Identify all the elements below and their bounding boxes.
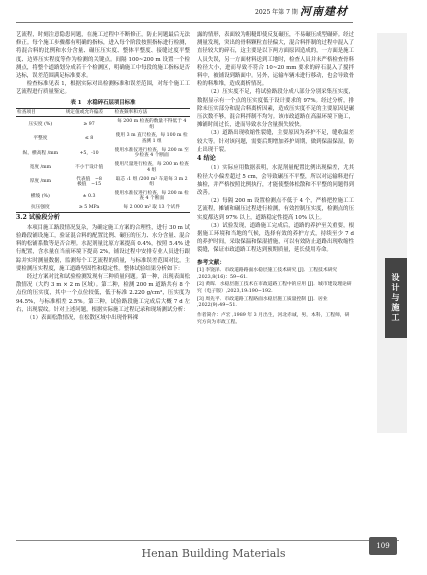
paragraph: 本项目施工路段情况复杂，为确定施工方案的合理性，进行 30 m 试验路段铺设施工，验证混合料的配置比例、碾压的压力、水分含量、混合料的松铺系数等是否合理。水泥剂量比原方案提高 0.4%，按照 5.4% 进行配置，含水量在当前环境下提高 2%，铺设过程中安排专业人员进行跟踪并实时测量数据，监测每个工艺流程的质量，与标准误差范围对比，主要检测压实程度，施工道路坚固性和稳定性。整体试验结果分析如下： <box>16 224 190 272</box>
table-cell: ≤ 8 <box>84 136 94 142</box>
table-row <box>16 146 190 160</box>
paragraph: （2）压实度不足，将试验路段分成八部分分别采集压实度，数据显示有一个点的压实度低于设计要求的 97%。经过分析，排除未压实部分和混合料离析因素，造成压实度不足的主要原因是碾压次数不够，混合料拌制不均匀。该市政道路在高温环境下施工，摊铺时间过长，进而导致水分含量损失较快。 <box>197 89 354 129</box>
table-header: 规定值或允许偏差 <box>65 108 114 117</box>
table-row <box>16 204 190 213</box>
standards-table <box>16 108 190 214</box>
table-cell: 使用尺量进行检查，每 200 m 检查 4 组 <box>114 162 189 173</box>
table-cell: 使用水准仪进行检查，每 200 m 检查 4 个断面 <box>114 190 189 202</box>
table-row <box>16 175 190 189</box>
table-cell: 横坡 (%) <box>30 193 50 199</box>
table-row <box>16 132 190 146</box>
table-title: 表 1 水稳碎石层项目标准 <box>70 99 136 106</box>
paragraph: （2）每隔 200 m 设置检测点不低于 4 个，严格把控施工工艺流程，摊铺和碾压过程进行检测，有效控制压实度，检测点的压实度都达到 97% 以上，道路稳定性提高 10% 以上。 <box>197 198 354 221</box>
table-row <box>16 161 190 175</box>
paragraph: （1）实际应用数据表明，水泥剂量配置比例出现偏差，尤其粒径大小偏差超过 5 cm，会导致碾压不平整，所以对运输料进行抽检，并严格按照比例执行，才能使整体松散和不平整的问题得到改善。 <box>197 165 354 197</box>
header-rule <box>16 22 353 23</box>
reference-item: [1] 李饶泽．市政道路路面水稳层施工技术研究 [J]．工程技术研究 ,2023,8(16)：59−61. <box>197 268 338 280</box>
table-subcell: 代表值 −8 <box>76 176 102 182</box>
issue-label: 2025 年第 7 期 <box>255 9 298 16</box>
references-heading: 参考文献： <box>197 259 225 266</box>
table-cell: +5，-10 <box>79 150 99 156</box>
footer-rule <box>16 540 399 541</box>
right-column <box>197 31 354 328</box>
paragraph: 检查标准见表 1，根据实际对出检测标准和误差范围，对每个施工工艺流程进行质量鉴定。 <box>16 81 190 96</box>
references-list <box>197 268 354 327</box>
side-margin-band <box>377 33 407 433</box>
magazine-title: 河南建材 <box>300 5 348 18</box>
table-row <box>16 189 190 203</box>
section-heading: 4 结论 <box>197 155 216 163</box>
table-cell: 使用水准仪进行检查，每 200 m 至少检查 4 个断面 <box>114 147 189 159</box>
table-cell <box>65 175 114 189</box>
paragraph: （3）道路出现收缩性裂缝，主要原因为养护不足，缝收温差较大等。针对该问题，需要后期增加养护周期，做到保温保湿，防止出现干裂。 <box>197 130 354 153</box>
paragraph: 艺流程，时刻注意隐患问题，在施工过程中不断修正，防止问题最后无法修正。每个施工步骤都有明确的指标，进入每个阶段按照指标进行检测，将混合料的比例和水分含量、碾压压实度、整体平整度、接缝过度平整度、边界压实程度等作为检测的关键点。间隔 100~200 m 设置一个检测点，将整个道路划分成若干个检测区，明确施工中每段的施工指标是否达标，误差范围满足标准要求。 <box>16 32 190 80</box>
table-header: 检查频率和方法 <box>113 108 190 117</box>
author-bio: 作者简介：卢宏 ,1989 年 3 月出生，河北赤诚，男，本科，工程师，研究方向为市政工程。 <box>197 313 350 326</box>
table-cell: ≥ 97 <box>83 121 95 127</box>
reference-item: [2] 黄晖．水稳层施工技术在市政道路工程中的应用 [J]．城市建设理论研究（电子版）,2023,19:190−192. <box>197 282 352 295</box>
table-cell: ≥ 5 MPa <box>65 204 114 213</box>
footer-text: Henan Building Materials <box>141 547 286 560</box>
table-cell: 纵、横高程 /mm <box>22 150 59 156</box>
table-cell: 每 2 000 m² 取 13 个试件 <box>113 204 190 213</box>
page-number: 109 <box>369 537 397 555</box>
table-cell: 宽度 /mm <box>29 164 52 170</box>
left-column <box>16 31 190 322</box>
paragraph: 经过方案对比和试验检测发现有三种质量问题。第一种，出现表面松散情况（大约 3 m × 2 m 区域）。第二种，检测 200 m 道路共有 8 个点位的压实度，其中一个点位较低，低于标准 2.220 g/cm³，压实度为 94.5%，与标准相差 2.5%。第三种，试验路段施工完成后大概 7 d 左右，出现裂纹。针对上述问题，根据实际施工过程记录和现场测试分析： <box>16 274 190 313</box>
table-cell: 抗压强度 <box>16 204 65 213</box>
table-row <box>16 117 190 132</box>
table-cell: 每 200 m 检查的数量不得低于 4 组 <box>117 119 187 130</box>
table-cell: 压实度 (%) <box>28 121 53 127</box>
reference-item: [3] 周先平．市政道路工程路面水稳层施工质量控制 [J]．居业 ,2022(9):49−51. <box>197 296 328 309</box>
table-header: 检查项目 <box>16 108 65 117</box>
table-cell: 平整度 <box>33 136 48 142</box>
table-cell: ± 0.3 <box>82 193 96 199</box>
table-cell: 厚度 /mm <box>29 179 52 185</box>
table-cell: 不小于设计值 <box>75 164 104 170</box>
section-tab: 设计与施工 <box>385 258 407 338</box>
paragraph: 露的情形，表面较为粗糙即使反复碾压，不易碾压成型碾碎。经过测量发现，突出的骨料颗粒直径偏大，混合料拌制的过程中混入了直径较大的碎石，这主要是以下两方面原因造成的，一方面是施工人员失误，另一方面材料送到工地时，检查人员并未严格检查骨料粒径大小，进而导致不符合 10~20 mm 要求的碎石混入了搅拌料中，被铺设到路面中。另外，运输车辆未进行移动，也会导致骨粒的料堆堆，造成离析情况。 <box>197 32 354 88</box>
paragraph: （3）试验发现，道路施工完成后，道路的养护至关重要，根据施工环境和当地的气候，选择有效的养护方式，持续至少 7 d 的养护时间，采取保温和保湿措施，可以有效防止道路出现收缩性裂缝，保证市政道路工程达到预期质量，延长使用寿命。 <box>197 222 354 254</box>
page-header <box>0 0 427 22</box>
section-heading: 3.2 试验段分析 <box>16 214 60 222</box>
table-subcell: 极值 −15 <box>77 182 102 188</box>
paragraph: （1）表面松散情况，在松散区域中出现骨料裸 <box>26 315 139 322</box>
table-cell: 取芯 :1 组 /200 m² 车道每 3 m 2 组 <box>115 176 188 188</box>
table-cell: 使用 3 m 直尺检查，每 100 m 检查测 1 组 <box>115 133 188 144</box>
